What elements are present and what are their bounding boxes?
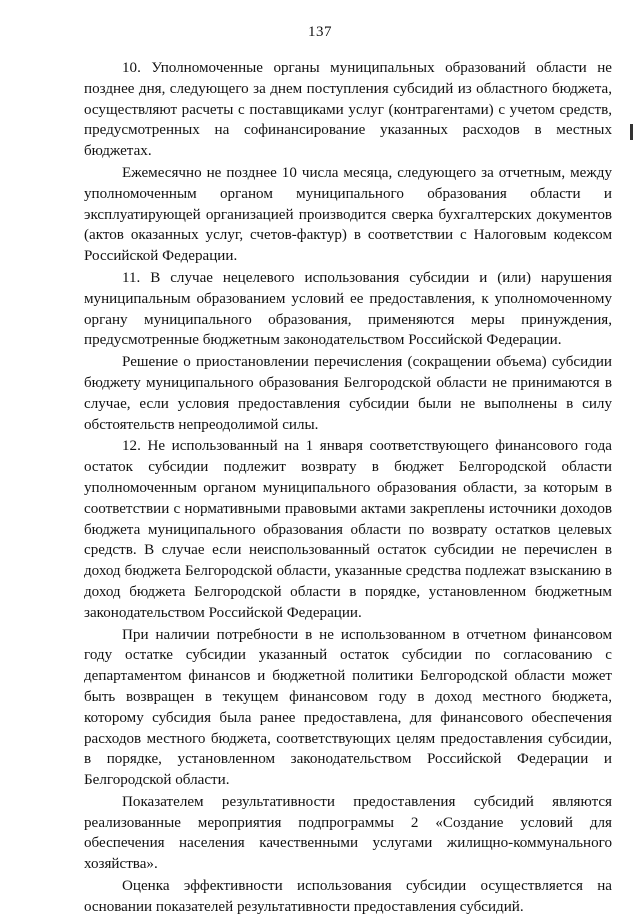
paragraph-monthly-reconciliation: Ежемесячно не позднее 10 числа месяца, следующего за отчетным, между уполномоченным органом муниципального образования области и эксплуатирующей организацией производится сверка бухгалтерских документов (актов оказанных услуг, счетов-фактур) в соответствии с Налоговым кодексом Российской Федерации. [84,164,612,265]
paragraph-unused-balance: При наличии потребности в не использованном в отчетном финансовом году остатке субсидии указанный остаток субсидии по согласованию с департаментом финансов и бюджетной политики Белгородской области может быть возвращен в текущем финансовом году в доход местного бюджета, которому субсидия была ранее предоставлена, для финансового обеспечения расходов местного бюджета, соответствующих целям предоставления субсидии, в порядке, установленном законодательством Российской Федерации и Белгородской области. [84,626,612,789]
paragraph-10: 10. Уполномоченные органы муниципальных образований области не позднее дня, следующего за днем поступления субсидий из областного бюджета, осуществляют расчеты с поставщиками услуг (контрагентами) с учетом средств, предусмотренных на софинансирование указанных расходов в местных бюджетах. [84,60,612,160]
margin-mark [630,124,633,140]
paragraph-12: 12. Не использованный на 1 января соответствующего финансового года остаток субсидии подлежит возврату в бюджет Белгородской области уполномоченным органом муниципального образования области, за которым в соответствии с нормативными правовыми актами закреплены источники доходов бюджета муниципального образования области по возврату остатков целевых средств. В случае если неиспользованный остаток субсидии не перечислен в доход бюджета Белгородской области, указанные средства подлежат взысканию в доход бюджета Белгородской области в порядке, установленном бюджетным законодательством Российской Федерации. [84,438,612,621]
paragraph-efficiency-evaluation: Оценка эффективности использования субсидии осуществляется на основании показателей результативности предоставления субсидий. [84,878,612,915]
paragraph-suspension-decision: Решение о приостановлении перечисления (сокращении объема) субсидии бюджету муниципального образования Белгородской области не принимаются в случае, если условия предоставления субсидии были не выполнены в силу обстоятельств непреодолимой силы. [84,354,612,433]
page-number: 137 [308,24,332,40]
paragraph-performance-indicator: Показателем результативности предоставления субсидий являются реализованные мероприятия подпрограммы 2 «Создание условий для обеспечения населения качественными услугами жилищно-коммунального хозяйства». [84,793,612,873]
paragraph-11: 11. В случае нецелевого использования субсидии и (или) нарушения муниципальным образованием условий ее предоставления, к уполномоченному органу муниципального образования, применяются меры принуждения, предусмотренные бюджетным законодательством Российской Федерации. [84,269,612,349]
document-body [84,58,612,919]
